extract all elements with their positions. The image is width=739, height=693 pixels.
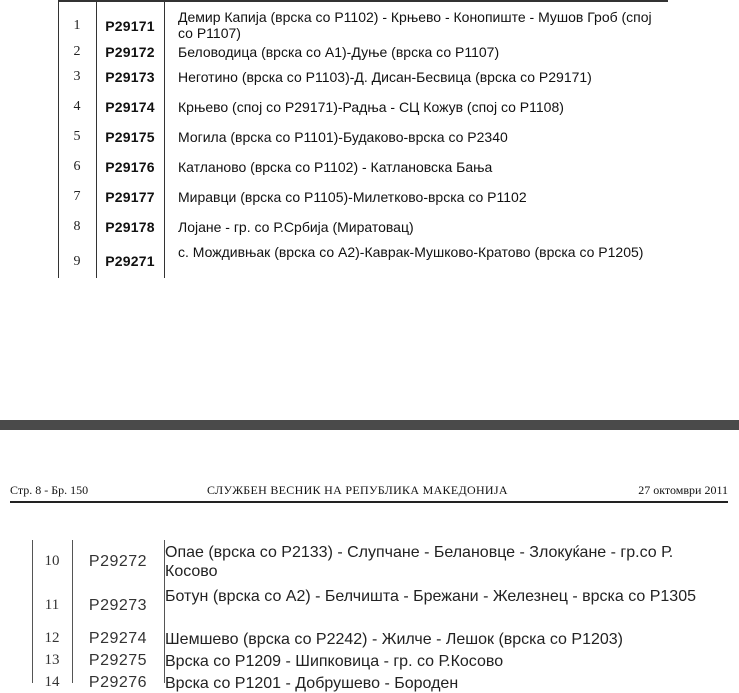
row-number: 2 [73,44,81,59]
road-description: Лојане - гр. со Р.Србија (Миратовац) [178,219,414,235]
road-code: P29275 [88,652,148,669]
scanned-page-bottom [0,430,739,692]
road-description: Шемшево (врска со Р2242) - Жилче - Лешок (врска со Р1203) [165,631,623,648]
road-code: P29174 [105,99,155,115]
page-separator [0,420,739,430]
road-description: Крњево (спој со Р29171)-Радња - СЦ Кожув (спој со Р1108) [178,99,564,115]
road-description: Врска со Р1209 - Шипковица - гр. со Р.Косово [165,653,504,670]
road-code: P29274 [88,630,148,647]
road-description: Ботун (врска со А2) - Белчишта - Брежани - Железнец - врска со Р1305 [165,588,696,605]
row-number: 3 [73,69,81,84]
road-description: Могила (врска со Р1101)-Будаково-врска со Р2340 [178,129,508,145]
row-number: 5 [73,129,81,144]
road-description: с. Мождивњак (врска со А2)-Каврак-Мушково-Кратово (врска со Р1205) [178,244,644,260]
road-code: P29177 [105,189,155,205]
row-number: 8 [73,219,81,234]
road-code: P29171 [105,18,155,34]
road-description: Беловодица (врска со А1)-Дуње (врска со Р1107) [178,44,500,60]
row-number: 6 [73,159,81,174]
row-number: 1 [73,18,81,33]
road-code: P29272 [88,553,148,570]
row-number: 14 [44,674,60,690]
row-number: 4 [73,99,81,114]
road-code: P29176 [105,159,155,175]
page-number-issue: Стр. 8 - Бр. 150 [10,483,89,497]
road-code: P29175 [105,129,155,145]
road-description: Неготино (врска со Р1103)-Д. Дисан-Бесвица (врска со Р29171) [178,69,592,85]
table-top-border [58,0,668,2]
row-number: 9 [73,254,81,269]
table-divider-code [164,0,165,278]
row-number: 7 [73,189,81,204]
road-code: P29276 [88,674,148,691]
road-code: P29271 [105,253,155,269]
gazette-page-header [10,483,728,503]
row-number: 12 [44,630,60,646]
road-code: P29173 [105,69,155,85]
road-code: P29172 [105,44,155,60]
row-number: 10 [44,553,60,569]
issue-date: 27 октомври 2011 [638,483,728,497]
road-description: Демир Капија (врска со Р1102) - Крњево - Конопиште - Мушов Гроб (спој со Р1107) [178,9,652,41]
row-number: 13 [44,652,60,668]
road-description: Миравци (врска со Р1105)-Милетково-врска со Р1102 [178,189,527,205]
road-description: Опае (врска со Р2133) - Слупчане - Белановце - Злокуќане - гр.со Р. Косово [165,544,674,580]
row-number: 11 [44,597,60,613]
road-description: Врска со Р1201 - Добрушево - Бороден [165,675,459,692]
gazette-title: СЛУЖБЕН ВЕСНИК НА РЕПУБЛИКА МАКЕДОНИЈА [207,483,508,497]
road-description: Катланово (врска со Р1102) - Катлановска Бања [178,159,493,175]
road-code: P29273 [88,597,148,614]
road-code: P29178 [105,219,155,235]
